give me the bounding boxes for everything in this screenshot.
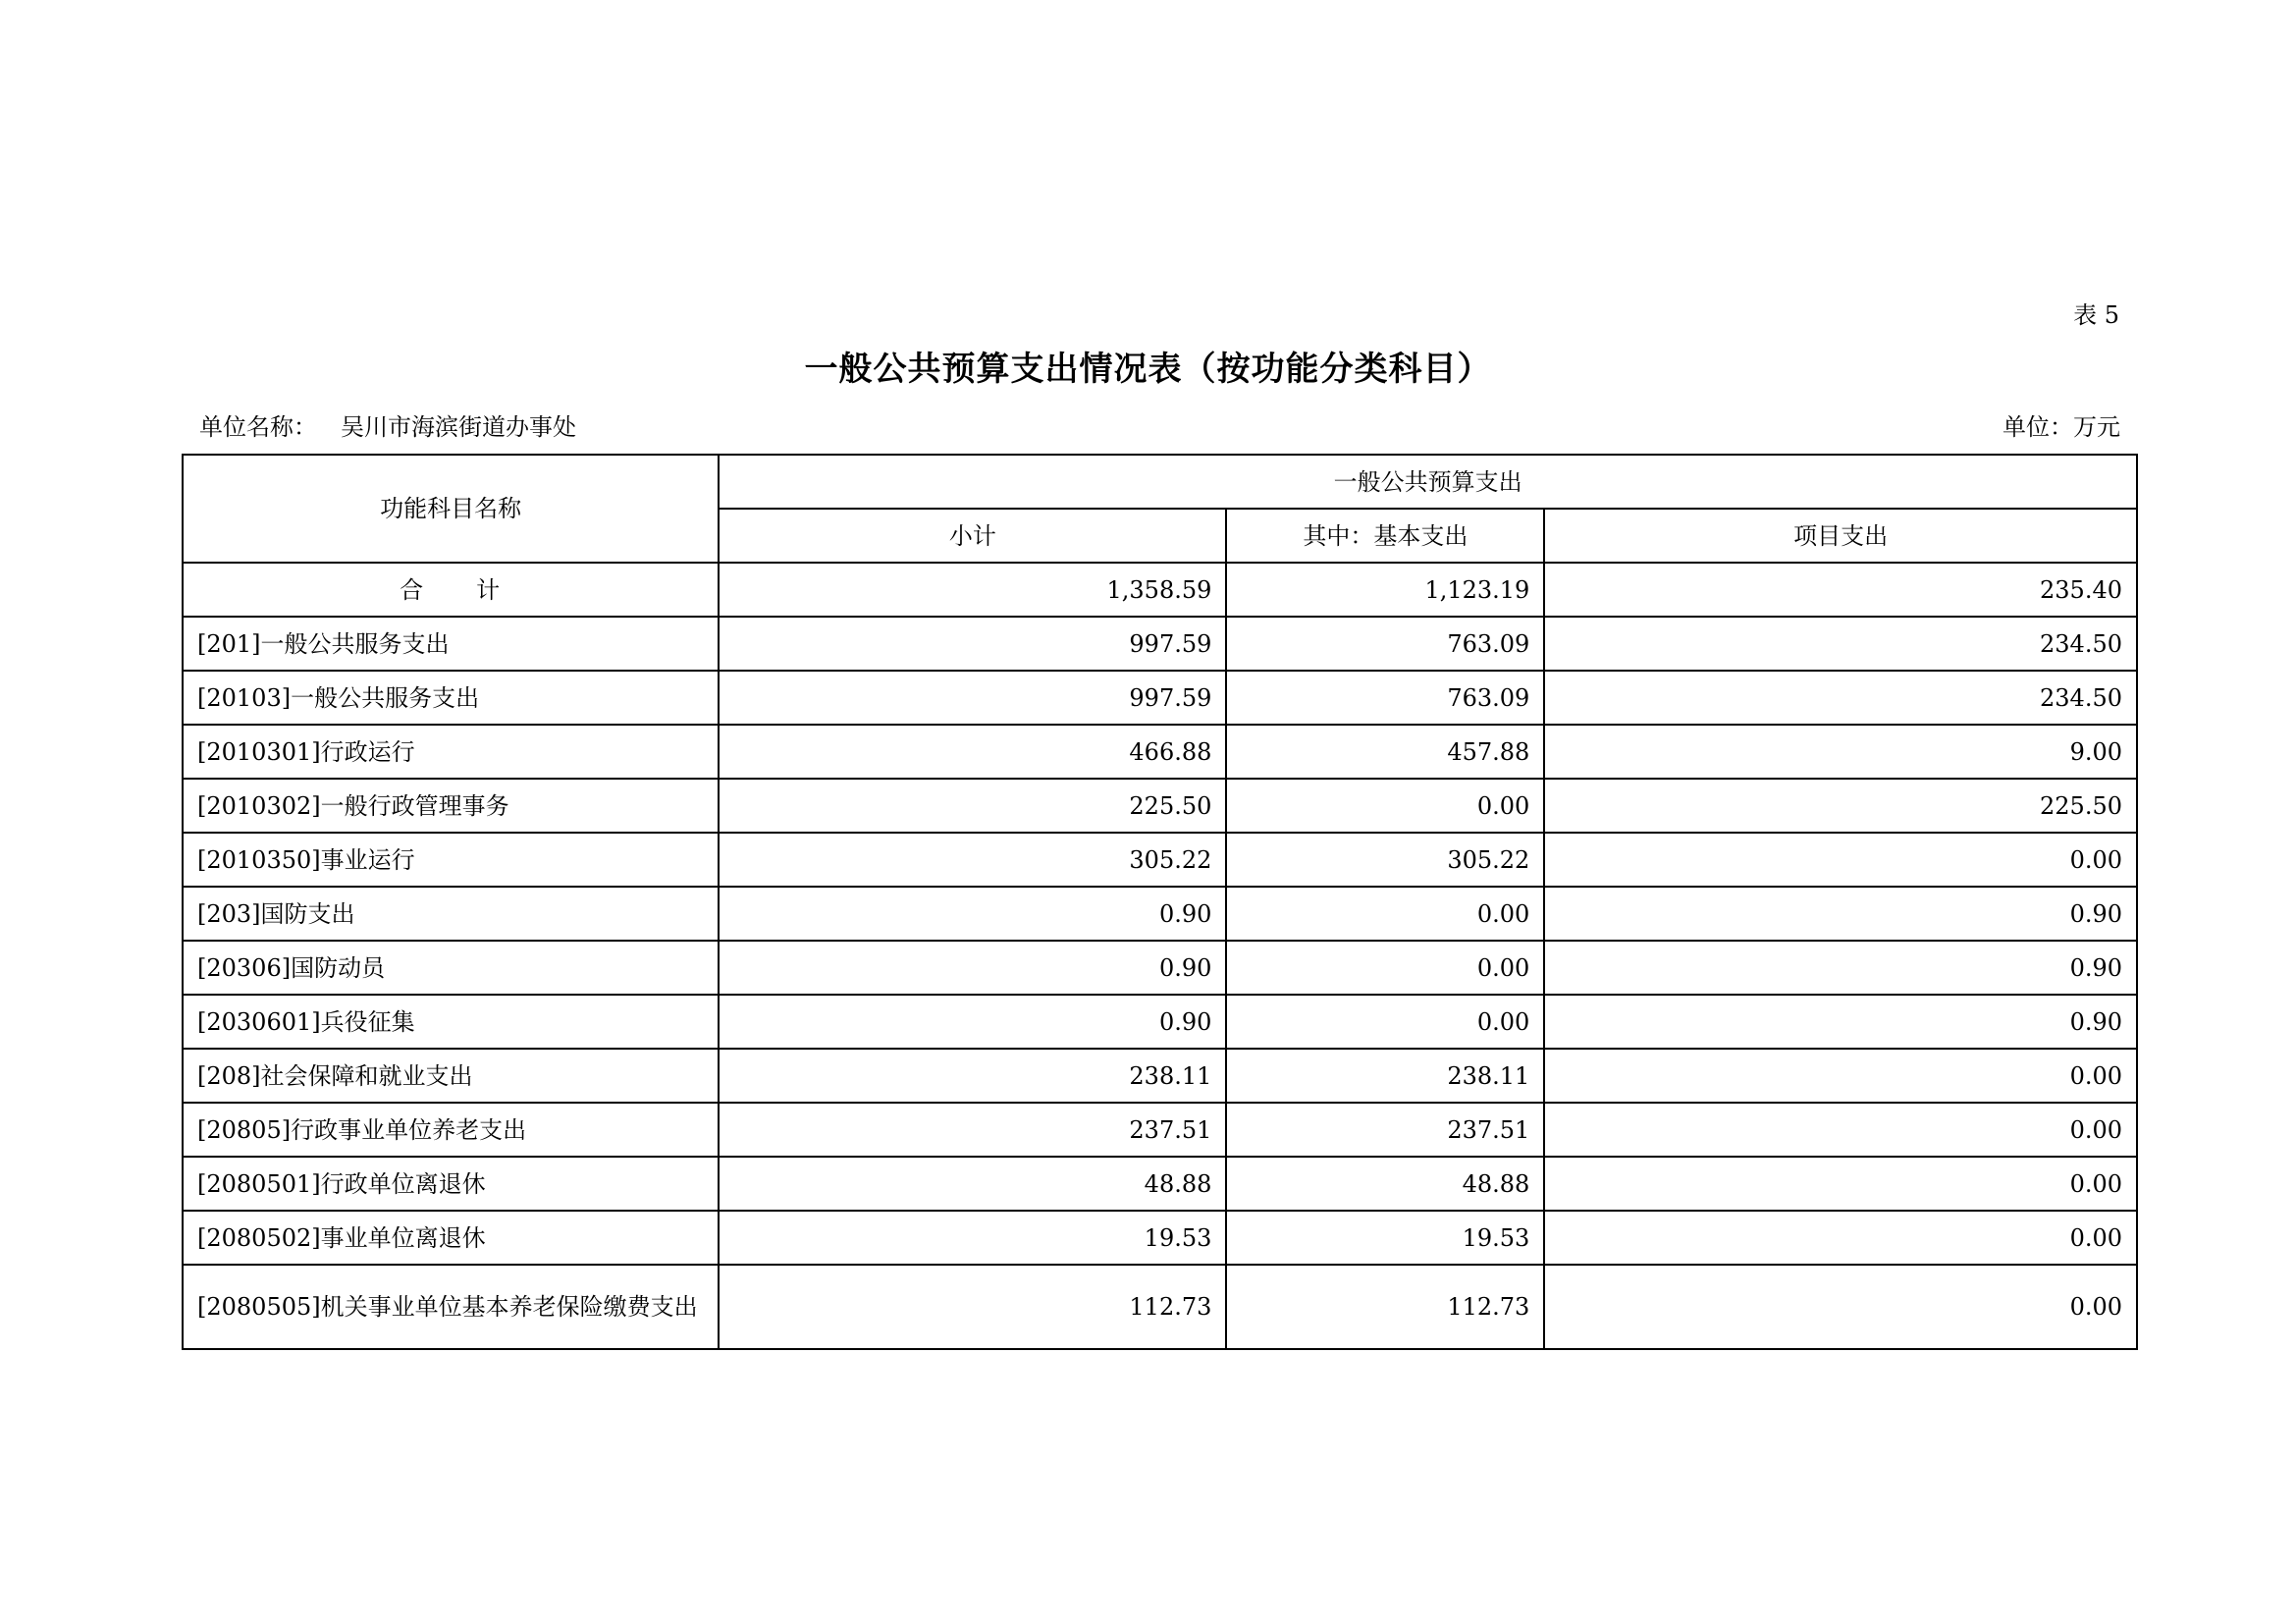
subtotal-value: 237.51 — [719, 1103, 1226, 1157]
page-title: 一般公共预算支出情况表（按功能分类科目） — [804, 350, 1492, 389]
subject-name: [2010350]事业运行 — [183, 833, 719, 887]
subtotal-value: 466.88 — [719, 725, 1226, 779]
subtotal-value: 0.90 — [719, 995, 1226, 1049]
subject-name: [208]社会保障和就业支出 — [183, 1049, 719, 1103]
basic-value: 238.11 — [1226, 1049, 1544, 1103]
table-row — [183, 1265, 2137, 1349]
unit-name-value: 吴川市海滨街道办事处 — [341, 413, 576, 441]
project-value: 234.50 — [1544, 617, 2137, 671]
project-value: 0.90 — [1544, 887, 2137, 941]
subject-name: [20805]行政事业单位养老支出 — [183, 1103, 719, 1157]
header-group: 一般公共预算支出 — [719, 455, 2137, 509]
basic-value: 0.00 — [1226, 887, 1544, 941]
basic-value: 305.22 — [1226, 833, 1544, 887]
basic-value: 763.09 — [1226, 617, 1544, 671]
subtotal-value: 997.59 — [719, 617, 1226, 671]
currency-unit: 单位：万元 — [2002, 413, 2120, 441]
basic-value: 237.51 — [1226, 1103, 1544, 1157]
total-label: 合 计 — [183, 563, 719, 617]
total-subtotal: 1,358.59 — [719, 563, 1226, 617]
project-value: 225.50 — [1544, 779, 2137, 833]
project-value: 0.00 — [1544, 1103, 2137, 1157]
subtotal-value: 997.59 — [719, 671, 1226, 725]
basic-value: 112.73 — [1226, 1265, 1544, 1349]
project-value: 0.90 — [1544, 995, 2137, 1049]
subtotal-value: 19.53 — [719, 1211, 1226, 1265]
subject-name: [2010301]行政运行 — [183, 725, 719, 779]
table-row — [183, 725, 2137, 779]
table-row — [183, 887, 2137, 941]
table-row — [183, 995, 2137, 1049]
subtotal-value: 0.90 — [719, 941, 1226, 995]
basic-value: 48.88 — [1226, 1157, 1544, 1211]
unit-name-label: 单位名称： — [199, 413, 317, 441]
subject-name: [2010302]一般行政管理事务 — [183, 779, 719, 833]
subject-name: [2080505]机关事业单位基本养老保险缴费支出 — [183, 1265, 719, 1349]
basic-value: 0.00 — [1226, 941, 1544, 995]
header-project: 项目支出 — [1544, 509, 2137, 563]
subtotal-value: 0.90 — [719, 887, 1226, 941]
table-row — [183, 617, 2137, 671]
subtotal-value: 112.73 — [719, 1265, 1226, 1349]
subtotal-value: 48.88 — [719, 1157, 1226, 1211]
basic-value: 457.88 — [1226, 725, 1544, 779]
table-row — [183, 941, 2137, 995]
basic-value: 0.00 — [1226, 995, 1544, 1049]
basic-value: 0.00 — [1226, 779, 1544, 833]
budget-table — [182, 454, 2138, 1350]
subject-name: [2080501]行政单位离退休 — [183, 1157, 719, 1211]
subject-name: [2080502]事业单位离退休 — [183, 1211, 719, 1265]
header-subtotal: 小计 — [719, 509, 1226, 563]
project-value: 234.50 — [1544, 671, 2137, 725]
subtotal-value: 305.22 — [719, 833, 1226, 887]
total-project: 235.40 — [1544, 563, 2137, 617]
project-value: 0.00 — [1544, 1157, 2137, 1211]
table-row — [183, 1103, 2137, 1157]
table-row — [183, 1157, 2137, 1211]
subject-name: [203]国防支出 — [183, 887, 719, 941]
meta-row — [199, 410, 2120, 444]
project-value: 0.00 — [1544, 1211, 2137, 1265]
subtotal-value: 225.50 — [719, 779, 1226, 833]
header-subject-name: 功能科目名称 — [183, 455, 719, 563]
project-value: 9.00 — [1544, 725, 2137, 779]
subject-name: [20103]一般公共服务支出 — [183, 671, 719, 725]
table-row — [183, 779, 2137, 833]
project-value: 0.00 — [1544, 1265, 2137, 1349]
project-value: 0.00 — [1544, 833, 2137, 887]
header-basic: 其中：基本支出 — [1226, 509, 1544, 563]
header-row-1 — [183, 455, 2137, 509]
project-value: 0.00 — [1544, 1049, 2137, 1103]
table-number: 表 5 — [2073, 301, 2119, 329]
project-value: 0.90 — [1544, 941, 2137, 995]
total-row — [183, 563, 2137, 617]
table-row — [183, 833, 2137, 887]
table-row — [183, 1049, 2137, 1103]
subtotal-value: 238.11 — [719, 1049, 1226, 1103]
basic-value: 763.09 — [1226, 671, 1544, 725]
table-row — [183, 671, 2137, 725]
table-row — [183, 1211, 2137, 1265]
total-basic: 1,123.19 — [1226, 563, 1544, 617]
basic-value: 19.53 — [1226, 1211, 1544, 1265]
subject-name: [2030601]兵役征集 — [183, 995, 719, 1049]
subject-name: [201]一般公共服务支出 — [183, 617, 719, 671]
unit-name-block — [199, 410, 576, 444]
subject-name: [20306]国防动员 — [183, 941, 719, 995]
